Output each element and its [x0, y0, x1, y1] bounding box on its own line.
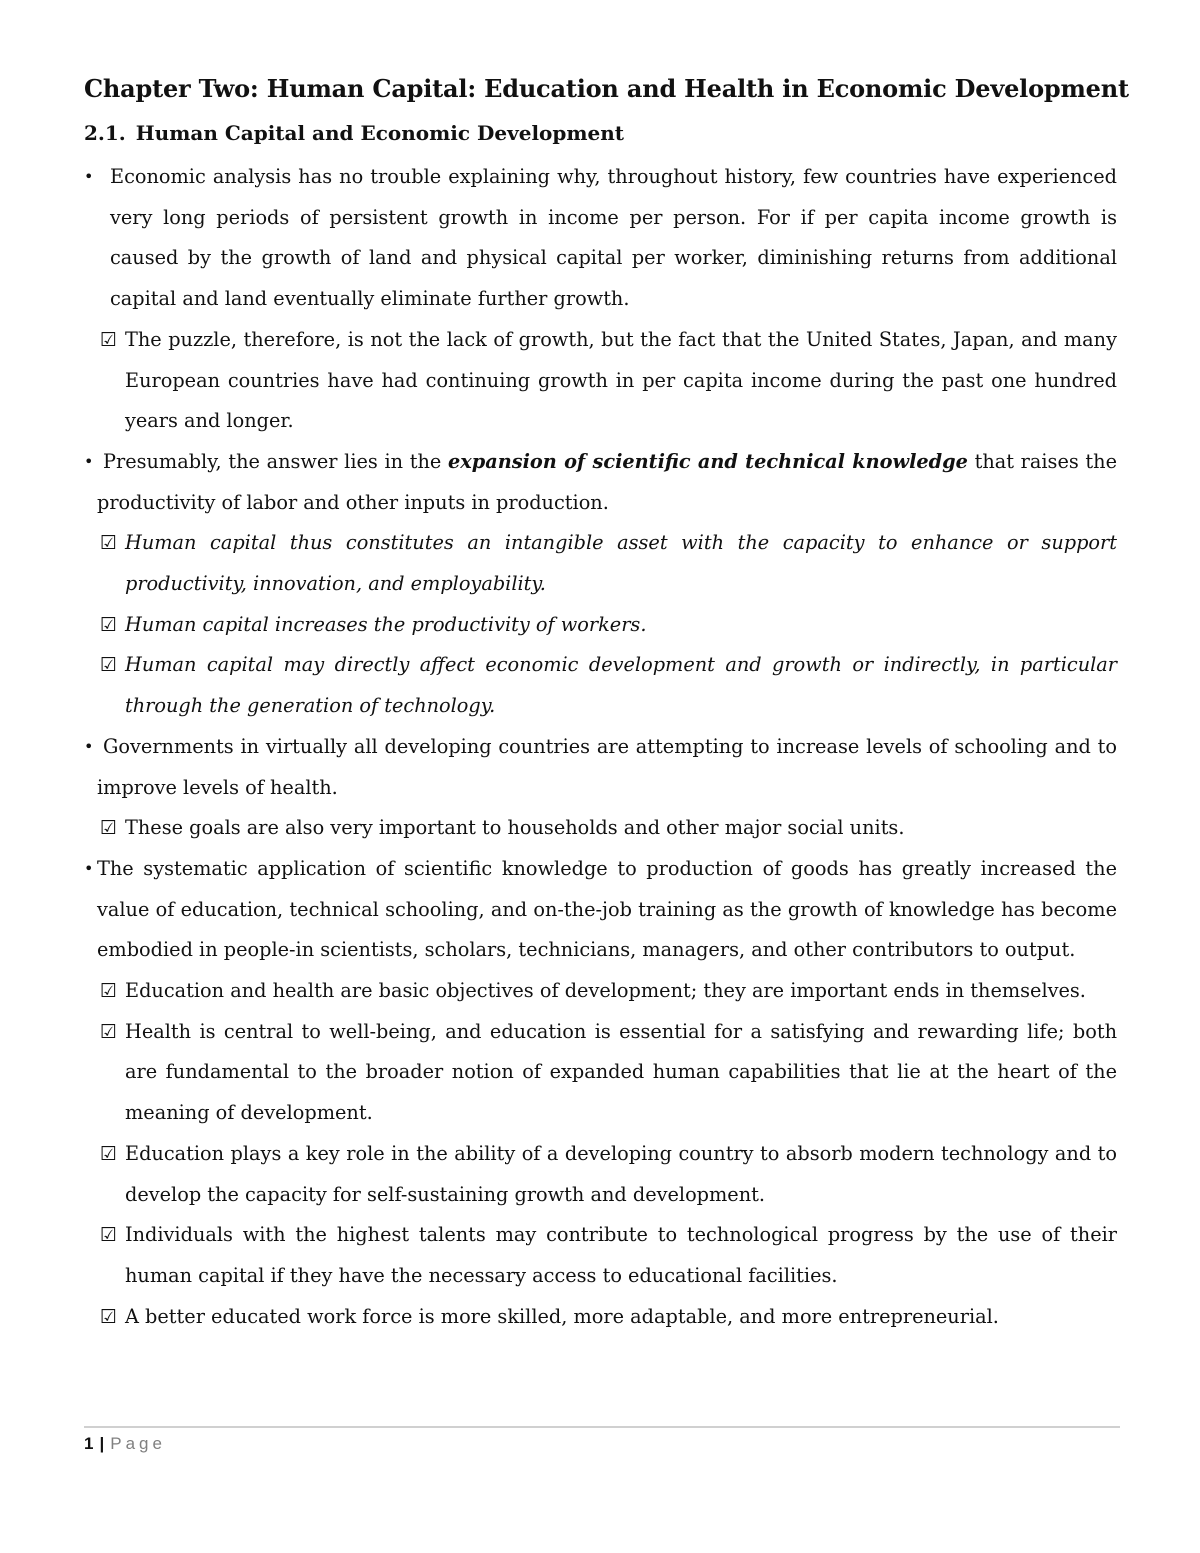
footer-divider — [84, 1426, 1120, 1428]
check-text: Education and health are basic objectives of development; they are important ends in themselves. — [125, 979, 1086, 1003]
checkbox-icon: ☑ — [100, 654, 118, 677]
page-footer — [84, 1433, 166, 1455]
page-number: 1 — [84, 1434, 94, 1453]
checkbox-icon: ☑ — [100, 980, 118, 1003]
bullet-item — [84, 727, 1117, 808]
checkbox-icon: ☑ — [100, 328, 118, 351]
bullet-icon: • — [84, 858, 94, 878]
check-item — [84, 1215, 1117, 1296]
bullet-text: The systematic application of scientific knowledge to production of goods has greatly increased the value of education, technical schooling, and on-the-job training as the growth of knowledge has become embodied in people-in scientists, scholars, technicians, managers, and other contributors to output. — [97, 856, 1117, 962]
checkbox-icon: ☑ — [100, 613, 118, 636]
bullet-icon: • — [84, 451, 94, 471]
checkbox-icon: ☑ — [100, 1020, 118, 1043]
check-item — [84, 1297, 1117, 1338]
check-item — [84, 320, 1117, 442]
body-content — [84, 157, 1117, 1337]
check-item — [84, 808, 1117, 849]
bullet-item — [84, 442, 1117, 523]
bullet-icon: • — [84, 167, 94, 186]
check-text: These goals are also very important to households and other major social units. — [125, 816, 905, 840]
check-item — [84, 523, 1117, 604]
bullet-text: Governments in virtually all developing countries are attempting to increase levels of schooling and to improve levels of health. — [97, 734, 1117, 799]
page-label: Page — [110, 1434, 166, 1453]
check-item — [84, 971, 1117, 1012]
check-item — [84, 1134, 1117, 1215]
section-heading — [84, 118, 624, 148]
check-text: Human capital thus constitutes an intangible asset with the capacity to enhance or support productivity, innovation, and employability. — [125, 531, 1117, 596]
checkbox-icon: ☑ — [100, 817, 118, 840]
bullet-text — [97, 442, 1117, 523]
checkbox-icon: ☑ — [100, 1224, 118, 1247]
check-text: The puzzle, therefore, is not the lack of growth, but the fact that the United States, Japan, and many European countries have had continuing growth in per capita income during the past one hundred years and longer. — [125, 327, 1117, 433]
checkbox-icon: ☑ — [100, 1142, 118, 1165]
footer-separator: | — [99, 1434, 105, 1453]
bullet-item — [84, 157, 1117, 320]
section-title: Human Capital and Economic Development — [135, 121, 625, 145]
check-text: Health is central to well-being, and education is essential for a satisfying and rewarding life; both are fundamental to the broader notion of expanded human capabilities that lie at the heart of the meaning of development. — [125, 1019, 1117, 1125]
check-text: A better educated work force is more skilled, more adaptable, and more entrepreneurial. — [125, 1304, 999, 1328]
check-text: Human capital increases the productivity of workers. — [125, 612, 647, 636]
bullet-item — [84, 849, 1117, 971]
check-item — [84, 645, 1117, 726]
bullet-text-part: that raises the productivity of labor and other inputs in production. — [97, 449, 1117, 514]
check-text: Education plays a key role in the ability of a developing country to absorb modern technology and to develop the capacity for self-sustaining growth and development. — [125, 1141, 1117, 1206]
section-number: 2.1. — [84, 121, 126, 145]
emphasized-phrase: expansion of scientific and technical knowledge — [448, 449, 968, 473]
check-item — [84, 605, 1117, 646]
bullet-icon: • — [84, 736, 94, 756]
checkbox-icon: ☑ — [100, 532, 118, 555]
chapter-title: Chapter Two: Human Capital: Education and Health in Economic Development — [84, 74, 1129, 103]
check-item — [84, 1012, 1117, 1134]
bullet-text: Economic analysis has no trouble explaining why, throughout history, few countries have experienced very long periods of persistent growth in income per person. For if per capita income growth is caused by the growth of land and physical capital per worker, diminishing returns from additional capital and land eventually eliminate further growth. — [110, 165, 1117, 311]
checkbox-icon: ☑ — [100, 1305, 118, 1328]
bullet-text-part: Presumably, the answer lies in the — [103, 449, 448, 473]
check-text: Individuals with the highest talents may contribute to technological progress by the use of their human capital if they have the necessary access to educational facilities. — [125, 1223, 1117, 1287]
check-text: Human capital may directly affect economic development and growth or indirectly, in particular through the generation of technology. — [125, 653, 1117, 718]
